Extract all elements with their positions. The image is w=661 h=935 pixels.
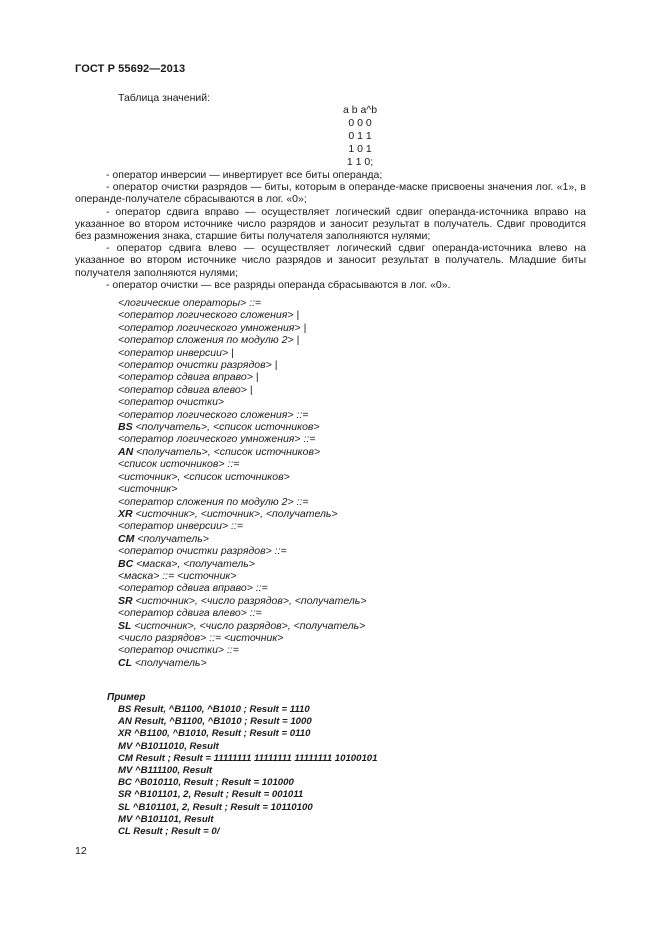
grammar-line xyxy=(118,620,366,632)
grammar-keyword: SL xyxy=(118,619,132,632)
truth-table-row: 1 0 1 xyxy=(348,143,372,155)
example-line: BS Result, ^B1100, ^B1010 ; Result = 1110 xyxy=(118,704,310,715)
grammar-line: <оператор очистки> xyxy=(118,396,225,409)
grammar-keyword: CL xyxy=(118,656,132,669)
grammar-line: <оператор сдвига влево> ::= xyxy=(118,607,262,620)
grammar-operands: <получатель> xyxy=(132,656,207,669)
grammar-line: <оператор логического умножения> ::= xyxy=(118,433,316,446)
grammar-line xyxy=(118,508,366,520)
description-paragraph: - оператор сдвига влево — осуществляет логический сдвиг операнда-источника влево на указанное во втором источнике число разрядов и заносит результат в получатель. Младшие биты получателя заполняются нулями; xyxy=(75,242,586,279)
grammar-line: <маска> ::= <источник> xyxy=(118,569,237,582)
example-line: CM Result ; Result = 11111111 11111111 11111111 10100101 xyxy=(118,752,378,764)
example-line: AN Result, ^B1100, ^B1010 ; Result = 1000 xyxy=(118,716,312,728)
grammar-operands: <источник>, <число разрядов>, <получатель> xyxy=(131,619,366,632)
standard-header: ГОСТ Р 55692—2013 xyxy=(75,63,186,75)
grammar-line xyxy=(118,595,366,607)
example-line: MV ^B101101, Result xyxy=(118,813,214,825)
example-line: BC ^B010110, Result ; Result = 101000 xyxy=(118,777,294,789)
example-line: SR ^B101101, 2, Result ; Result = 001011 xyxy=(118,789,304,801)
grammar-definitions xyxy=(118,297,366,669)
grammar-line: <оператор сложения по модулю 2> | xyxy=(118,334,300,347)
description-paragraph: - оператор инверсии — инвертирует все биты операнда; xyxy=(106,169,383,181)
example-line: CL Result ; Result = 0/ xyxy=(118,826,220,838)
grammar-line xyxy=(118,558,366,570)
grammar-line: <оператор логического умножения> | xyxy=(118,321,307,334)
description-paragraph: - оператор очистки — все разряды операнда сбрасываются в лог. «0». xyxy=(106,278,451,291)
truth-table-row: 1 1 0; xyxy=(346,156,374,168)
grammar-line: <оператор логического сложения> ::= xyxy=(118,408,309,421)
description-paragraph: - оператор очистки разрядов — биты, которым в операнде-маске присвоены значения лог. «1», в операнде-получателе сбрасываются в лог. «0»; xyxy=(75,181,586,206)
truth-table-intro: Таблица значений: xyxy=(118,92,211,104)
grammar-operands: <источник>, <источник>, <получатель> xyxy=(132,507,338,520)
grammar-line xyxy=(118,657,366,669)
grammar-keyword: SR xyxy=(118,594,133,607)
grammar-line: <оператор инверсии> ::= xyxy=(118,520,243,533)
example-line: XR ^B1100, ^B1010, Result ; Result = 0110 xyxy=(118,728,311,740)
grammar-line: <источник>, <список источников> xyxy=(118,470,290,483)
example-label: Пример xyxy=(107,692,146,703)
grammar-line: <список источников> ::= xyxy=(118,458,240,471)
grammar-line: <оператор инверсии> | xyxy=(118,346,234,359)
grammar-keyword: BC xyxy=(118,557,134,570)
grammar-line: <оператор очистки разрядов> ::= xyxy=(118,545,287,558)
grammar-operands: <маска>, <получатель> xyxy=(133,557,255,570)
truth-table-row: 0 1 1 xyxy=(348,130,372,142)
grammar-line xyxy=(118,421,366,433)
grammar-keyword: AN xyxy=(118,445,134,458)
grammar-line: <оператор очистки> ::= xyxy=(118,644,239,657)
grammar-line: <оператор очистки разрядов> | xyxy=(118,359,278,372)
example-line: SL ^B101101, 2, Result ; Result = 10110100 xyxy=(118,801,313,813)
truth-table-row: 0 0 0 xyxy=(348,117,372,129)
page-number: 12 xyxy=(75,845,87,857)
grammar-line: <источник> xyxy=(118,483,178,496)
operator-descriptions xyxy=(75,169,586,291)
description-paragraph: - оператор сдвига вправо — осуществляет логический сдвиг операнда-источника вправо на указанное во втором источнике число разрядов и заносит результат в получатель. Сдвиг проводится без размножения знака, старшие биты получателя заполняются нулями; xyxy=(75,205,586,243)
grammar-line xyxy=(118,533,366,545)
grammar-operands: <получатель>, <список источников> xyxy=(132,421,320,434)
grammar-line: <число разрядов> ::= <источник> xyxy=(118,631,284,644)
example-line: MV ^B1011010, Result xyxy=(118,740,219,752)
grammar-keyword: BS xyxy=(118,421,133,434)
grammar-line: <оператор сдвига влево> | xyxy=(118,383,253,396)
grammar-line: <оператор логического сложения> | xyxy=(118,309,300,322)
truth-table xyxy=(300,104,420,169)
grammar-line xyxy=(118,446,366,458)
grammar-line: <логические операторы> ::= xyxy=(118,297,262,309)
grammar-keyword: XR xyxy=(118,507,133,520)
grammar-line: <оператор сдвига вправо> | xyxy=(118,371,259,384)
example-code xyxy=(118,704,377,838)
example-line: MV ^B111100, Result xyxy=(118,765,213,777)
grammar-line: <оператор сложения по модулю 2> ::= xyxy=(118,495,309,508)
truth-table-row: a b a^b xyxy=(342,104,378,116)
grammar-line: <оператор сдвига вправо> ::= xyxy=(118,582,268,595)
grammar-operands: <получатель>, <список источников> xyxy=(133,445,321,458)
grammar-operands: <получатель> xyxy=(134,532,209,545)
grammar-operands: <источник>, <число разрядов>, <получатель> xyxy=(132,594,367,607)
grammar-keyword: CM xyxy=(118,532,135,545)
